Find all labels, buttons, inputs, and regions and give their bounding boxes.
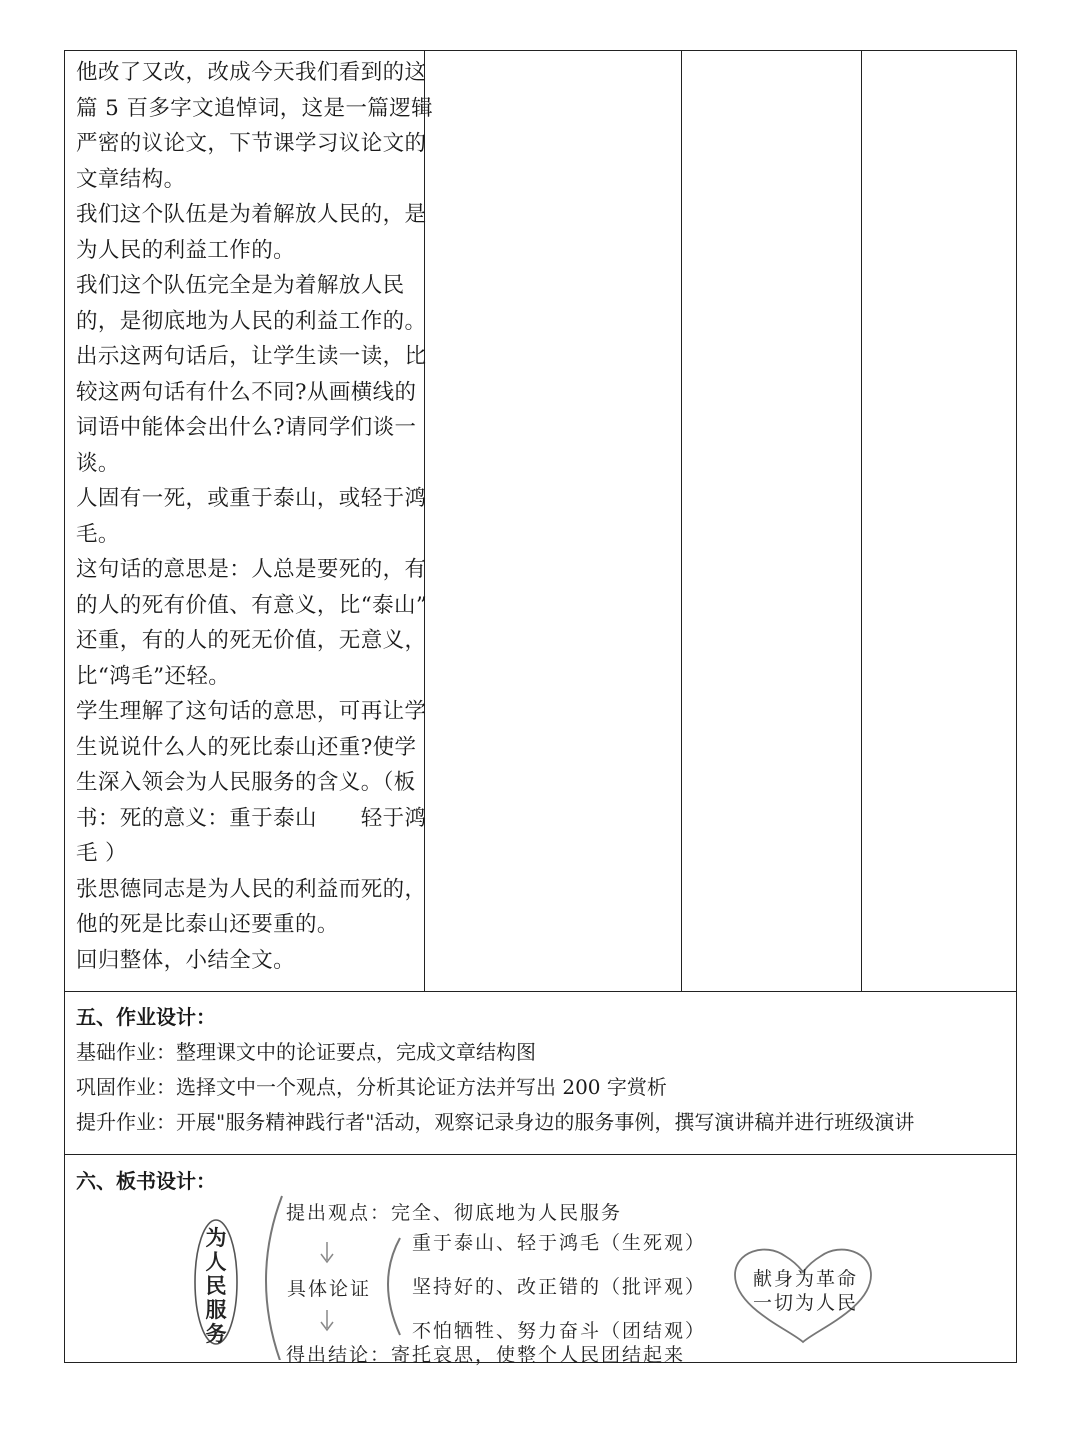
lesson-process-cell [76,55,434,978]
lesson-line: 为人民的利益工作的。 [76,237,296,263]
lesson-line: 较这两句话有什么不同?从画横线的 [76,379,417,405]
lesson-line: 比“鸿毛”还轻。 [76,663,231,689]
lesson-line: 我们这个队伍是为着解放人民的，是 [76,202,427,227]
topic-char: 人 [205,1249,227,1274]
arrow-down-icon [321,1310,333,1330]
lesson-line: 篇 5 百多字文追悼词，这是一篇逻辑 [76,95,434,121]
lesson-line: 出示这两句话后，让学生读一读，比 [76,344,427,369]
lesson-line: 这句话的意思是：人总是要死的，有 [76,557,427,582]
topic-char: 民 [205,1273,227,1298]
board-conclusion: 得出结论：寄托哀思，使整个人民团结起来 [286,1344,686,1366]
column-divider-1 [424,50,425,991]
lesson-line: 人固有一死，或重于泰山，或轻于鸿 [76,486,427,511]
row-divider-homework [64,991,1017,992]
lesson-line: 词语中能体会出什么?请同学们谈一 [76,415,417,440]
lesson-line: 毛。 [76,521,120,547]
topic-char: 务 [205,1321,227,1346]
lesson-line: 生深入领会为人民服务的含义。（板 [76,770,416,795]
lesson-line: 他改了又改，改成今天我们看到的这 [76,60,427,85]
board-point: 提出观点：完全、彻底地为人民服务 [286,1202,623,1224]
row-divider-board [64,1154,1017,1155]
lesson-line: 严密的议论文，下节课学习议论文的 [76,131,427,156]
lesson-line: 毛 ） [76,841,128,866]
lesson-line: 学生理解了这句话的意思，可再让学 [76,699,427,724]
lesson-line: 生说说什么人的死比泰山还重?使学 [76,734,417,760]
board-argument-2: 坚持好的、改正错的（批评观） [412,1276,707,1298]
column-divider-2 [681,50,682,991]
topic-char: 服 [205,1297,227,1322]
heart-line-1: 献身为革命 [753,1268,859,1290]
board-argument-3: 不怕牺牲、努力奋斗（团结观） [412,1320,707,1342]
homework-item: 巩固作业：选择文中一个观点，分析其论证方法并写出 200 字赏析 [76,1075,667,1099]
board-argument-label: 具体论证 [287,1278,372,1300]
board-design-diagram [190,1190,880,1366]
homework-item: 提升作业：开展"服务精神践行者"活动，观察记录身边的服务事例，撰写演讲稿并进行班级演讲 [76,1110,915,1134]
main-bracket [266,1196,282,1360]
lesson-line: 的人的死有价值、有意义，比“泰山” [76,592,428,618]
column-divider-3 [861,50,862,991]
lesson-line: 张思德同志是为人民的利益而死的， [76,876,427,902]
topic-vertical-text [203,1226,229,1346]
lesson-line: 文章结构。 [76,166,186,192]
lesson-line: 还重，有的人的死无价值，无意义， [76,628,427,653]
lesson-line: 回归整体，小结全文。 [76,947,296,973]
board-argument-1: 重于泰山、轻于鸿毛（生死观） [412,1232,707,1254]
lesson-line: 我们这个队伍完全是为着解放人民 [76,273,405,298]
homework-section [76,1000,1006,1140]
lesson-line: 书：死的意义：重于泰山 轻于鸿 [76,805,427,831]
lesson-line: 谈。 [76,450,120,476]
argument-bracket [388,1238,400,1335]
homework-item: 基础作业：整理课文中的论证要点，完成文章结构图 [76,1040,536,1064]
lesson-line: 的，是彻底地为人民的利益工作的。 [76,308,427,334]
topic-char: 为 [205,1225,227,1250]
board-design-title: 六、板书设计： [76,1169,216,1193]
heart-line-2: 一切为人民 [753,1292,859,1314]
lesson-line: 他的死是比泰山还要重的。 [76,912,339,937]
homework-title: 五、作业设计： [76,1005,216,1029]
arrow-down-icon [321,1242,333,1262]
